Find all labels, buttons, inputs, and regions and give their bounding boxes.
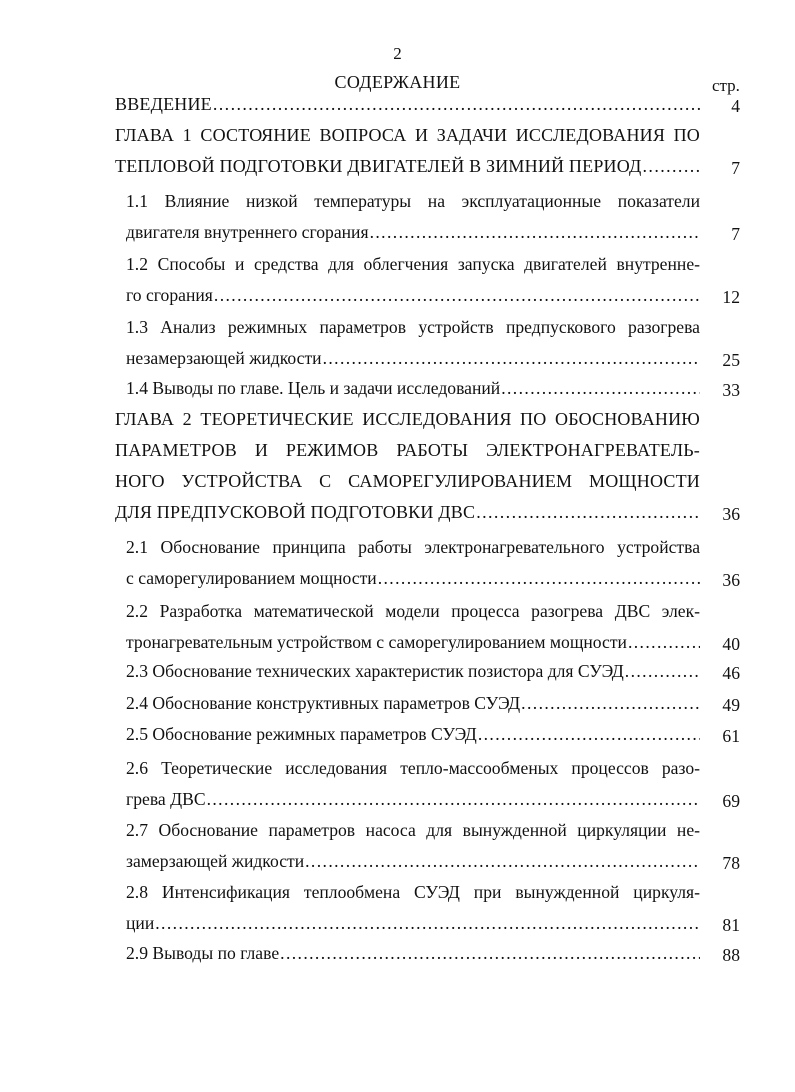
dot-leader — [214, 280, 700, 311]
dot-leader — [476, 497, 700, 528]
toc-entry — [126, 719, 700, 750]
toc-entry-text: с саморегулированием мощности — [126, 568, 377, 588]
toc-entry-text: грева ДВС — [126, 789, 206, 809]
toc-entry-page: 7 — [731, 224, 740, 244]
toc-entry-page: 4 — [731, 96, 740, 116]
toc-entry-line: НОГО УСТРОЙСТВА С САМОРЕГУЛИРОВАНИЕМ МОЩНОСТИ — [115, 471, 700, 491]
toc-entry — [126, 373, 700, 404]
dot-leader — [280, 938, 700, 969]
toc-entry-last-line — [126, 373, 700, 404]
toc-entry-page: 88 — [722, 945, 740, 965]
toc-entry-last-line — [126, 563, 700, 594]
toc-entry-line: ГЛАВА 2 ТЕОРЕТИЧЕСКИЕ ИССЛЕДОВАНИЯ ПО ОБОСНОВАНИЮ — [115, 409, 700, 429]
toc-entry-line: 2.6 Теоретические исследования тепло-массообменых процессов разо- — [126, 758, 700, 778]
toc-entry-text: тронагревательным устройством с саморегулированием мощности — [126, 632, 627, 652]
dot-leader — [155, 908, 700, 939]
toc-entry-page: 61 — [722, 726, 740, 746]
toc-entry — [126, 532, 700, 594]
toc-entry-text: 1.4 Выводы по главе. Цель и задачи исследований — [126, 378, 501, 398]
toc-entry-last-line — [126, 280, 700, 311]
toc-entry-text: ции — [126, 913, 155, 933]
dot-leader — [213, 89, 700, 120]
toc-entry-text: 2.3 Обоснование технических характеристик позистора для СУЭД — [126, 661, 624, 681]
toc-entry-text: 2.4 Обоснование конструктивных параметров СУЭД — [126, 693, 521, 713]
toc-entry-last-line — [126, 656, 700, 687]
toc-entry-text: 2.9 Выводы по главе — [126, 943, 280, 963]
toc-entry-page: 36 — [722, 504, 740, 524]
toc-entry-text: ТЕПЛОВОЙ ПОДГОТОВКИ ДВИГАТЕЛЕЙ В ЗИМНИЙ ПЕРИОД — [115, 156, 642, 176]
toc-entry-last-line — [126, 719, 700, 750]
dot-leader — [207, 784, 700, 815]
toc-entry-line: ГЛАВА 1 СОСТОЯНИЕ ВОПРОСА И ЗАДАЧИ ИССЛЕДОВАНИЯ ПО — [115, 125, 700, 145]
toc-entry-text: ДЛЯ ПРЕДПУСКОВОЙ ПОДГОТОВКИ ДВС — [115, 502, 476, 522]
page-number: 2 — [393, 44, 402, 63]
toc-entry-text: незамерзающей жидкости — [126, 348, 322, 368]
toc-entry-last-line — [126, 908, 700, 939]
toc-entry-page: 33 — [722, 380, 740, 400]
toc-entry-line: 2.1 Обоснование принципа работы электронагревательного устройства — [126, 537, 700, 557]
toc-entry-page: 49 — [722, 695, 740, 715]
toc-entry-last-line — [126, 688, 700, 719]
toc-entry-page: 46 — [722, 663, 740, 683]
toc-entry — [115, 120, 700, 182]
toc-entry-text: 2.5 Обоснование режимных параметров СУЭД — [126, 724, 477, 744]
toc-entry-line: ПАРАМЕТРОВ И РЕЖИМОВ РАБОТЫ ЭЛЕКТРОНАГРЕВАТЕЛЬ- — [115, 440, 700, 460]
toc-entry-last-line — [126, 846, 700, 877]
toc-entry-line: 2.2 Разработка математической модели процесса разогрева ДВС элек- — [126, 601, 700, 621]
toc-entry-last-line — [115, 497, 700, 528]
dot-leader — [478, 719, 700, 750]
toc-entry — [126, 249, 700, 311]
dot-leader — [521, 688, 700, 719]
toc-entry — [126, 656, 700, 687]
toc-entry-last-line — [126, 627, 700, 658]
toc-entry-page: 78 — [722, 853, 740, 873]
toc-entry — [115, 404, 700, 528]
toc-entry-page: 81 — [722, 915, 740, 935]
toc-entry — [126, 186, 700, 248]
toc-entry — [126, 753, 700, 815]
dot-leader — [370, 217, 700, 248]
toc-entry-text: ВВЕДЕНИЕ — [115, 94, 212, 114]
toc-entry-page: 40 — [722, 634, 740, 654]
toc-entry-last-line — [115, 89, 700, 120]
toc-entry-last-line — [126, 217, 700, 248]
toc-entry — [115, 89, 700, 120]
toc-title: СОДЕРЖАНИЕ — [334, 72, 461, 92]
dot-leader — [378, 563, 700, 594]
dot-leader — [305, 846, 700, 877]
toc-entry — [126, 938, 700, 969]
toc-entry-line: 1.2 Способы и средства для облегчения запуска двигателей внутренне- — [126, 254, 700, 274]
toc-entry-page: 25 — [722, 350, 740, 370]
dot-leader — [323, 343, 700, 374]
toc-entry-line: 2.7 Обоснование параметров насоса для вынужденной циркуляции не- — [126, 820, 700, 840]
toc-entry-page: 36 — [722, 570, 740, 590]
page-column-label: стр. — [712, 76, 740, 95]
toc-entry-line: 1.3 Анализ режимных параметров устройств предпускового разогрева — [126, 317, 700, 337]
toc-entry-page: 7 — [731, 158, 740, 178]
toc-entry — [126, 688, 700, 719]
toc-entry — [126, 312, 700, 374]
toc-entry-last-line — [126, 938, 700, 969]
toc-entry — [126, 877, 700, 939]
toc-entry — [126, 596, 700, 658]
toc-entry-page: 12 — [722, 287, 740, 307]
toc-entry-text: замерзающей жидкости — [126, 851, 305, 871]
toc-entry-last-line — [115, 151, 700, 182]
toc-entry-last-line — [126, 784, 700, 815]
toc-entry — [126, 815, 700, 877]
toc-entry-page: 69 — [722, 791, 740, 811]
toc-entry-text: двигателя внутреннего сгорания — [126, 222, 369, 242]
toc-entry-line: 1.1 Влияние низкой температуры на эксплуатационные показатели — [126, 191, 700, 211]
dot-leader — [501, 373, 700, 404]
toc-entry-text: го сгорания — [126, 285, 213, 305]
toc-entry-line: 2.8 Интенсификация теплообмена СУЭД при вынужденной циркуля- — [126, 882, 700, 902]
toc-entry-last-line — [126, 343, 700, 374]
